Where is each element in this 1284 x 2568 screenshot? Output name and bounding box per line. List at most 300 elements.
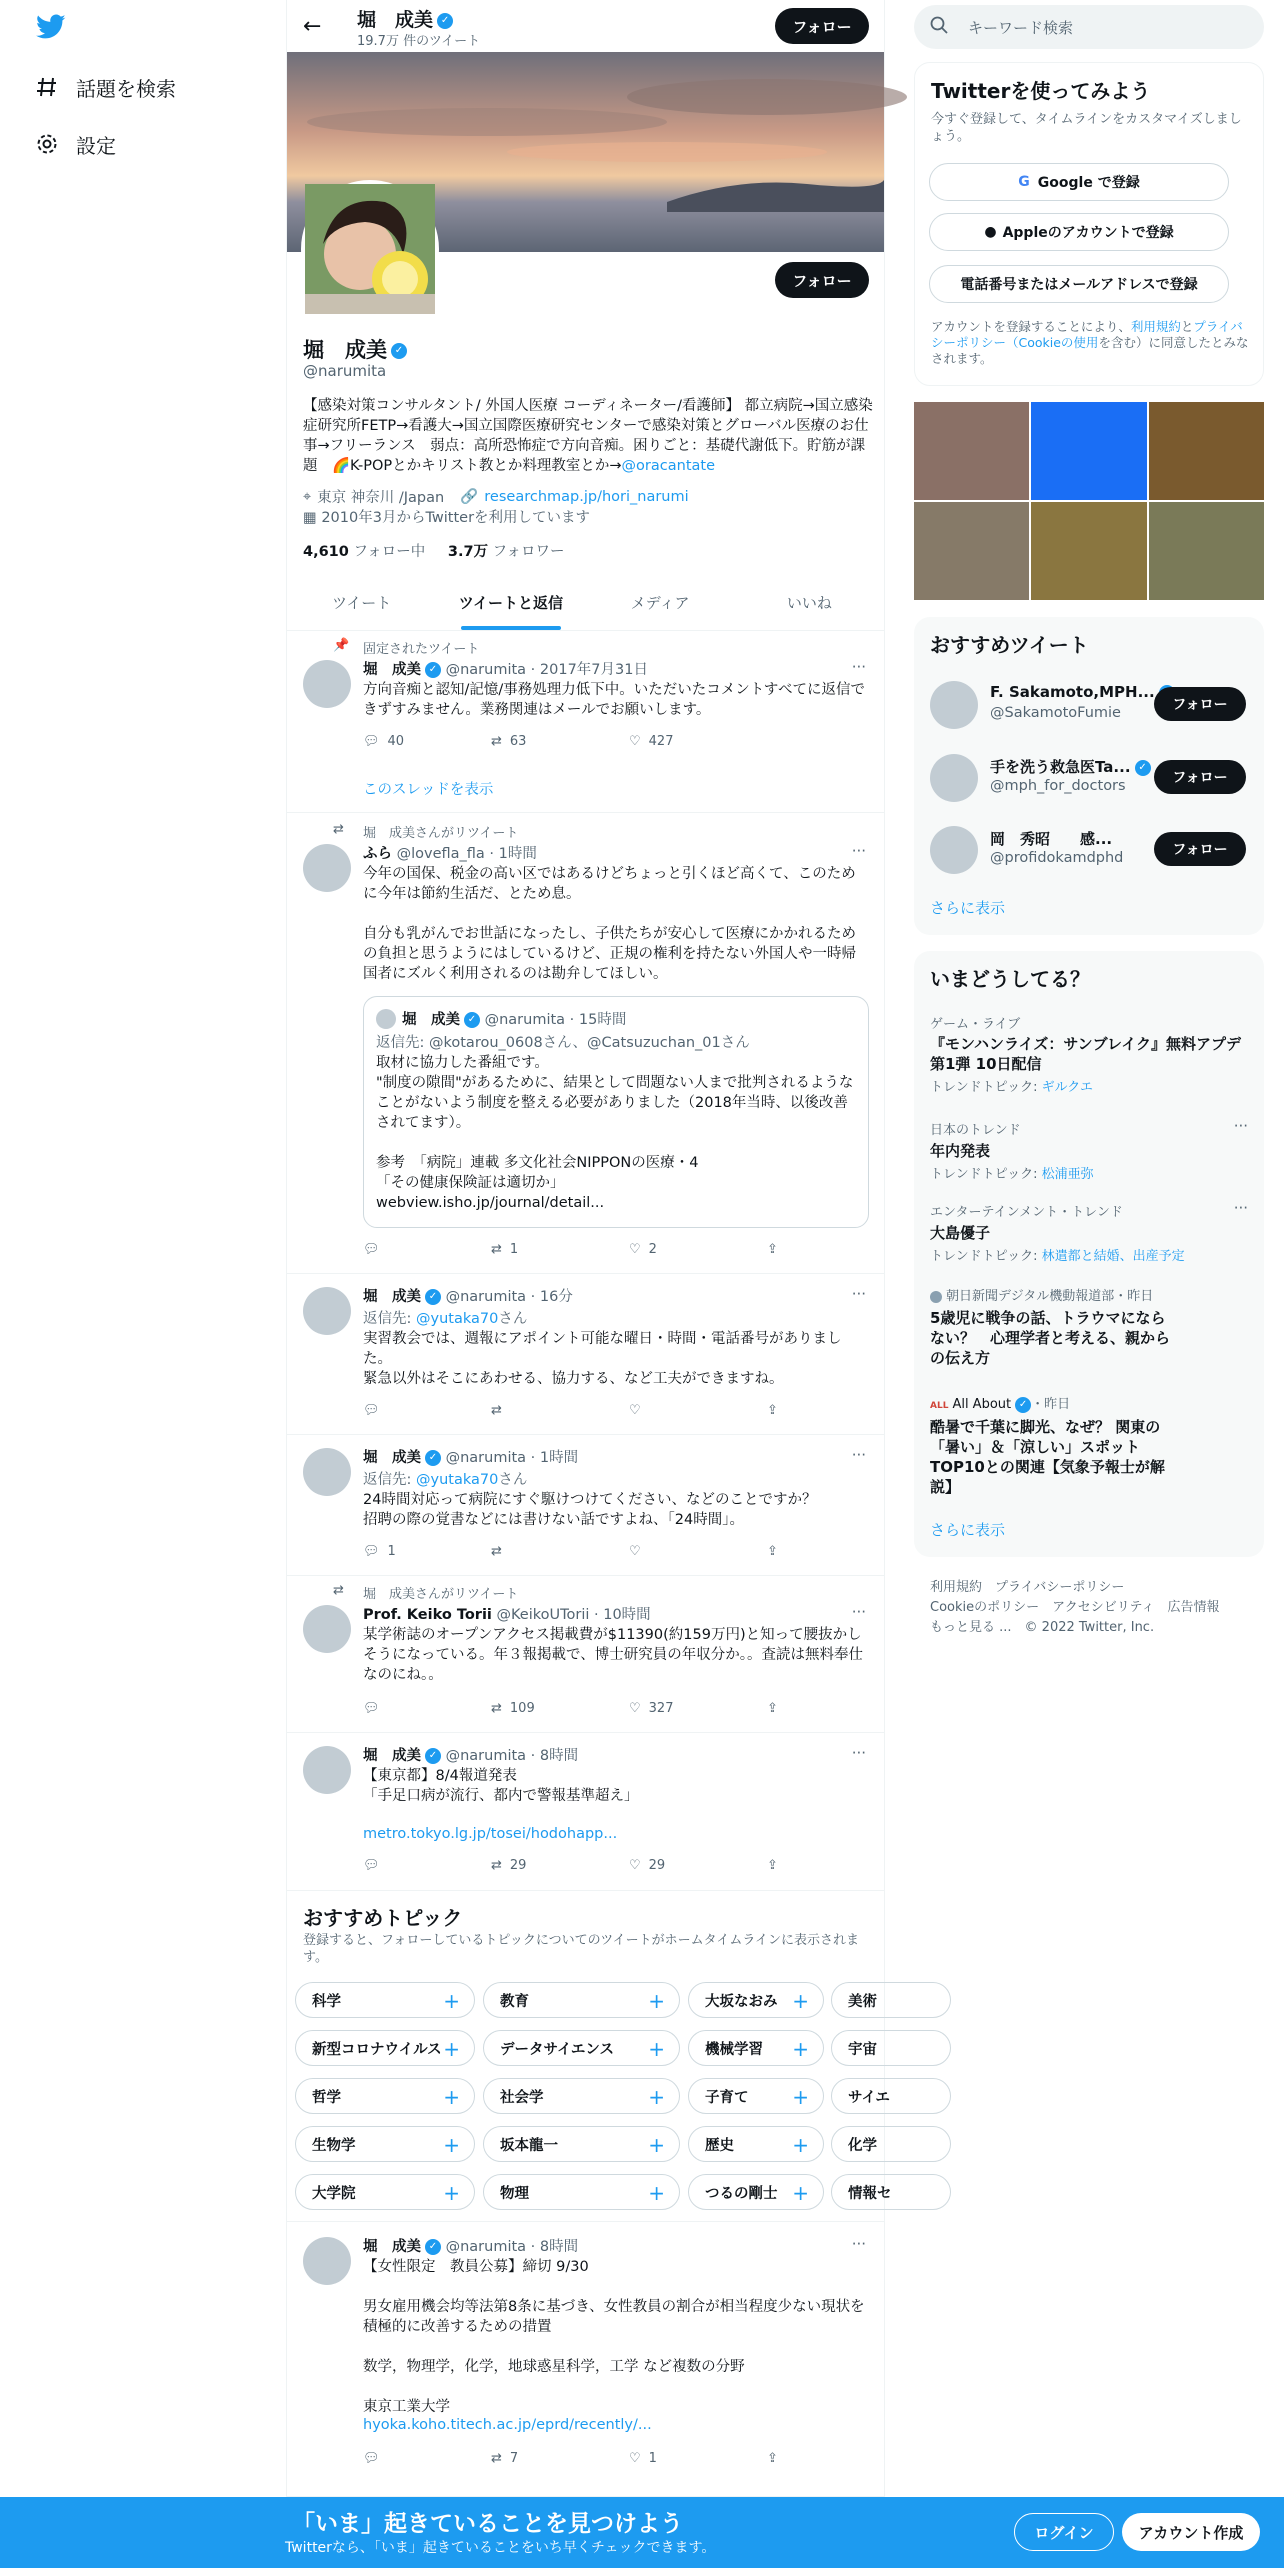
plus-icon: + xyxy=(648,2085,665,2109)
apple-signup-button[interactable] xyxy=(929,213,1229,251)
signup-terms xyxy=(931,319,1251,367)
calendar-icon: ▦ xyxy=(303,510,322,526)
media-thumb[interactable] xyxy=(1149,402,1264,500)
topic-chip[interactable] xyxy=(688,2126,824,2162)
user-handle: @profidokamdphd xyxy=(990,850,1124,866)
share-button[interactable] xyxy=(767,1701,778,1716)
more-options-icon[interactable]: ··· xyxy=(1233,1117,1248,1135)
signup-title: Twitterを使ってみよう xyxy=(931,79,1151,103)
privacy-link[interactable]: プライバシーポリシー（Cookieの使用 xyxy=(931,319,1243,350)
tweet-header: ふら @lovefla_fla · 1時間 xyxy=(363,846,537,862)
retweet-button[interactable] xyxy=(491,1701,535,1716)
signup-card xyxy=(914,62,1264,386)
retweet-count: 29 xyxy=(509,1858,527,1873)
user-handle: @mph_for_doctors xyxy=(990,778,1126,794)
reply-to-handle[interactable]: @yutaka70 xyxy=(416,1311,499,1327)
like-button[interactable] xyxy=(629,1701,673,1716)
header-tweet-count: 19.7万 件のツイート xyxy=(357,34,481,49)
following-link[interactable] xyxy=(303,544,425,560)
avatar[interactable] xyxy=(303,1605,351,1653)
avatar[interactable] xyxy=(303,844,351,892)
reply-icon: 💬︎ xyxy=(363,734,380,749)
tweet-time[interactable]: 8時間 xyxy=(539,1748,579,1764)
tab-tweets[interactable]: ツイート xyxy=(331,594,392,612)
topic-chip-label: 教育 xyxy=(500,1993,529,2010)
tweet-author-name[interactable]: 堀 成美 xyxy=(363,1450,421,1466)
reply-icon: 💬︎ xyxy=(363,1544,380,1559)
reply-button[interactable] xyxy=(363,734,404,749)
trend-topic xyxy=(930,1076,1250,1095)
avatar[interactable] xyxy=(303,660,351,708)
footer xyxy=(930,1578,1260,1638)
plus-icon: + xyxy=(792,2133,809,2157)
topic-chip[interactable] xyxy=(483,2078,680,2114)
tweet-link[interactable]: hyoka.koho.titech.ac.jp/eprd/recently/... xyxy=(363,2417,652,2433)
tweet-context: 固定されたツイート xyxy=(363,642,480,657)
profile-header-bar xyxy=(287,0,884,52)
retweet-button[interactable] xyxy=(491,734,526,749)
like-button[interactable] xyxy=(629,734,673,749)
retweet-button[interactable] xyxy=(491,1858,526,1873)
heart-icon: ♡ xyxy=(629,1544,641,1559)
google-signup-button[interactable] xyxy=(929,163,1229,201)
recommended-topics xyxy=(287,1892,892,2222)
recommended-user[interactable] xyxy=(914,748,1264,808)
source-avatar xyxy=(930,1291,942,1303)
trend-source-label: All About xyxy=(952,1397,1012,1412)
profile-name: 堀 成美 xyxy=(303,338,387,362)
tweet-link[interactable]: metro.tokyo.lg.jp/tosei/hodohapp... xyxy=(363,1826,618,1842)
recommended-user[interactable] xyxy=(914,820,1264,880)
more-options-icon[interactable]: ··· xyxy=(851,1603,866,1621)
profile-follow-button[interactable]: フォロー xyxy=(775,262,869,298)
more-options-icon[interactable]: ··· xyxy=(1233,1199,1248,1217)
retweet-button[interactable] xyxy=(491,1403,502,1418)
footer-row-2 xyxy=(930,1598,1260,1618)
back-arrow-icon[interactable]: ← xyxy=(303,14,322,39)
retweet-icon: ⇄ xyxy=(491,1544,502,1559)
follow-button[interactable]: フォロー xyxy=(1154,687,1246,721)
media-thumb[interactable] xyxy=(914,502,1029,600)
tweet[interactable] xyxy=(287,1275,884,1435)
reply-to-prefix: 返信先: xyxy=(363,1311,416,1327)
avatar[interactable] xyxy=(303,1287,351,1335)
nav-explore[interactable] xyxy=(32,65,176,109)
tweet-author-name[interactable]: 堀 成美 xyxy=(363,2239,421,2255)
verified-badge-icon: ✓ xyxy=(391,343,407,359)
profile-location: 東京 神奈川 /Japan xyxy=(317,490,445,506)
trend-topic-label: トレンドトピック: xyxy=(930,1080,1042,1095)
show-thread-link[interactable]: このスレッドを表示 xyxy=(363,782,494,798)
media-grid xyxy=(914,402,1264,600)
nav-settings[interactable] xyxy=(32,122,116,166)
tweet-time[interactable]: 16分 xyxy=(539,1289,573,1305)
profile-tabs xyxy=(287,575,884,631)
more-options-icon[interactable]: ··· xyxy=(851,2235,866,2253)
user-name-row xyxy=(990,756,1151,777)
tweet-header: 堀 成美 ✓ @narumita · 1時間 xyxy=(363,1450,579,1466)
share-button[interactable] xyxy=(767,1858,778,1873)
like-count: 2 xyxy=(648,1242,657,1257)
trend-item[interactable] xyxy=(930,1013,1250,1095)
followers-link[interactable] xyxy=(448,544,565,560)
tweet-author-name[interactable]: 堀 成美 xyxy=(363,1289,421,1305)
trend-source xyxy=(930,1393,1170,1413)
quote-handle: @narumita xyxy=(484,1012,566,1028)
footer-copyright: © 2022 Twitter, Inc. xyxy=(1024,1620,1155,1635)
reply-to-handle[interactable]: @yutaka70 xyxy=(416,1472,499,1488)
tweet-text: 実習教会では、週報にアポイント可能な曜日・時間・電話番号がありました。 緊急以外はそこにあわせる、協力する、など工夫ができますね。 xyxy=(363,1331,842,1387)
retweet-count: 109 xyxy=(509,1701,535,1716)
topic-chip-label: 科学 xyxy=(312,1993,341,2010)
share-button[interactable] xyxy=(767,1242,778,1257)
tweet-actions xyxy=(363,1544,793,1564)
media-thumb[interactable] xyxy=(1149,502,1264,600)
header-name: 堀 成美 xyxy=(357,9,434,31)
trend-topic-label: トレンドトピック: xyxy=(930,1167,1042,1182)
twitter-logo-icon[interactable] xyxy=(36,14,66,40)
topic-chip-label: 宇宙 xyxy=(848,2041,877,2058)
tweet-author-name[interactable]: 堀 成美 xyxy=(363,662,421,678)
tweet-handle[interactable]: @narumita xyxy=(445,1450,527,1466)
terms-suffix: を含む）に同意したとみなされます。 xyxy=(931,335,1249,366)
plus-icon: + xyxy=(648,2133,665,2157)
user-name: 手を洗う救急医Ta... xyxy=(990,758,1131,776)
tweet-actions xyxy=(363,734,793,754)
tweet-time[interactable]: 2017年7月31日 xyxy=(539,662,648,678)
followers-count: 3.7万 xyxy=(447,544,489,560)
retweet-icon: ⇄ xyxy=(491,2451,502,2466)
footer-link[interactable]: 利用規約 xyxy=(930,1580,983,1595)
user-name: F. Sakamoto,MPH... xyxy=(990,683,1155,701)
topic-chip-label: 化学 xyxy=(848,2137,877,2154)
profile-bio xyxy=(303,396,873,476)
reply-button[interactable] xyxy=(363,2451,380,2466)
trend-source-time: ・昨日 xyxy=(1031,1397,1071,1412)
topics-subtitle: 登録すると、フォローしているトピックについてのツイートがホームタイムラインに表示されます。 xyxy=(303,1933,860,1965)
topic-chip-label: 物理 xyxy=(500,2185,529,2202)
tab-media[interactable]: メディア xyxy=(630,594,690,612)
topic-chip[interactable] xyxy=(688,2078,824,2114)
heart-icon: ♡ xyxy=(629,1858,641,1873)
heart-icon: ♡ xyxy=(629,1242,641,1257)
verified-badge-icon: ✓ xyxy=(464,1012,480,1028)
retweet-button[interactable] xyxy=(491,1544,502,1559)
tweet-author-name[interactable]: Prof. Keiko Torii xyxy=(363,1607,492,1623)
tweet-handle[interactable]: @KeikoUTorii xyxy=(496,1607,590,1623)
reply-button[interactable] xyxy=(363,1544,396,1559)
avatar xyxy=(376,1009,396,1029)
reply-button[interactable] xyxy=(363,1403,380,1418)
more-options-icon[interactable]: ··· xyxy=(851,1446,866,1464)
tweet-text: 今年の国保、税金の高い区ではあるけどちょっと引くほど高くて、このために今年は節約生活だ、とため息。 自分も乳がんでお世話になったし、子供たちが安心して医療にかかれるための負担と思うようにはしているけど、正規の権利を持たない外国人や一時帰国者にズルく利用されるのは勘弁してほしい。 xyxy=(363,866,856,982)
tweet-context: 堀 成美さんがリツイート xyxy=(363,1587,519,1602)
tweet-handle[interactable]: @narumita xyxy=(445,2239,527,2255)
plus-icon: + xyxy=(443,2181,460,2205)
heart-icon: ♡ xyxy=(629,734,641,749)
nav-explore-label: 話題を検索 xyxy=(76,76,176,101)
followers-label: フォロワー xyxy=(492,544,565,560)
avatar[interactable] xyxy=(303,1746,351,1794)
profile-avatar[interactable] xyxy=(301,180,439,318)
trend-title: 年内発表 xyxy=(930,1142,991,1160)
tweet[interactable] xyxy=(287,814,884,1274)
hashtag-icon xyxy=(32,72,62,102)
plus-icon: + xyxy=(792,1989,809,2013)
avatar[interactable] xyxy=(930,681,978,729)
trend-item[interactable] xyxy=(930,1285,1170,1368)
like-count: 427 xyxy=(648,734,674,749)
share-icon: ⇪ xyxy=(767,1403,778,1418)
topic-chip-label: 機械学習 xyxy=(705,2041,763,2058)
footer-row-1 xyxy=(930,1578,1260,1598)
tweet[interactable] xyxy=(287,2223,884,2497)
retweet-button[interactable] xyxy=(491,2451,518,2466)
verified-badge-icon: ✓ xyxy=(1015,1397,1031,1413)
plus-icon: + xyxy=(792,2085,809,2109)
share-button[interactable] xyxy=(767,1544,778,1559)
retweet-count: 63 xyxy=(509,734,527,749)
verified-badge-icon: ✓ xyxy=(425,1748,441,1764)
trend-item[interactable] xyxy=(930,1201,1250,1264)
verified-badge-icon: ✓ xyxy=(1135,760,1151,776)
tweet-author-name[interactable]: 堀 成美 xyxy=(363,1748,421,1764)
recommended-user[interactable] xyxy=(914,675,1264,735)
verified-badge-icon: ✓ xyxy=(425,2239,441,2255)
tweet-text: 某学術誌のオープンアクセス掲載費が$11390(約159万円)と知って腰抜かしそうになっている。年３報掲載で、博士研究員の年収分か。。査読は無料奉仕なのにね。。 xyxy=(363,1627,863,1683)
avatar[interactable] xyxy=(303,1448,351,1496)
media-thumb[interactable] xyxy=(1031,402,1146,500)
avatar[interactable] xyxy=(930,826,978,874)
share-icon: ⇪ xyxy=(767,1701,778,1716)
tweet-header: 堀 成美 ✓ @narumita · 2017年7月31日 xyxy=(363,662,648,678)
location-icon: ⌖ xyxy=(303,488,312,505)
share-icon: ⇪ xyxy=(767,2451,778,2466)
search-box[interactable] xyxy=(914,5,1264,49)
follow-button[interactable]: フォロー xyxy=(1154,760,1246,794)
allabout-logo-icon: ALL xyxy=(930,1401,949,1411)
tweet-time[interactable]: 1時間 xyxy=(498,846,537,862)
trend-topic-link[interactable]: 林遣都と結婚、出産予定 xyxy=(1041,1249,1185,1264)
topic-chip-label: つるの剛士 xyxy=(705,2185,778,2202)
more-options-icon[interactable]: ··· xyxy=(851,658,866,676)
plus-icon: + xyxy=(792,2181,809,2205)
tweet[interactable] xyxy=(287,632,884,813)
tweet-actions xyxy=(363,1858,793,1878)
tweet[interactable] xyxy=(287,1577,884,1733)
reply-icon: 💬︎ xyxy=(363,1701,380,1716)
terms-link[interactable]: 利用規約 xyxy=(1130,319,1181,334)
topic-chip[interactable] xyxy=(295,2030,475,2066)
reply-count: 40 xyxy=(387,734,405,749)
retweet-count: 7 xyxy=(509,2451,519,2466)
topic-chip-label: データサイエンス xyxy=(500,2041,614,2058)
trend-topic xyxy=(930,1245,1250,1264)
more-options-icon[interactable]: ··· xyxy=(851,842,866,860)
topic-chip-label: 大学院 xyxy=(312,2185,356,2202)
tweet-handle[interactable]: @narumita xyxy=(445,662,527,678)
trend-topic-link[interactable]: ギルクエ xyxy=(1041,1080,1094,1095)
profile-meta xyxy=(303,486,689,507)
tweet-handle[interactable]: @narumita xyxy=(445,1748,527,1764)
trends-more-link[interactable]: さらに表示 xyxy=(930,1521,1006,1539)
login-button[interactable]: ログイン xyxy=(1014,2513,1114,2551)
profile-joined-row xyxy=(303,506,590,527)
plus-icon: + xyxy=(792,2037,809,2061)
footer-link[interactable]: プライバシーポリシー xyxy=(995,1580,1125,1595)
topic-chip[interactable] xyxy=(688,2030,824,2066)
trend-item[interactable] xyxy=(930,1393,1170,1497)
retweet-button[interactable] xyxy=(491,1242,518,1257)
tweet-handle[interactable]: @lovefla_fla xyxy=(396,846,485,862)
tweet-header: 堀 成美 ✓ @narumita · 8時間 xyxy=(363,1748,579,1764)
topic-chip-label: 新型コロナウイルス xyxy=(312,2041,442,2058)
following-count: 4,610 xyxy=(303,544,349,560)
tweet-actions xyxy=(363,2451,793,2471)
topic-chip[interactable] xyxy=(688,2174,824,2210)
plus-icon: + xyxy=(648,2181,665,2205)
topic-chip-label: 子育て xyxy=(705,2089,749,2106)
more-options-icon[interactable]: ··· xyxy=(851,1744,866,1762)
share-button[interactable] xyxy=(767,2451,778,2466)
topic-chip[interactable] xyxy=(483,2030,680,2066)
reply-to-suffix: さん xyxy=(498,1472,528,1488)
heart-icon: ♡ xyxy=(629,1403,641,1418)
topic-chip-label: 坂本龍一 xyxy=(500,2137,558,2154)
trend-title: 『モンハンライズ：サンブレイク』無料アプデ第1弾 10日配信 xyxy=(930,1035,1241,1073)
terms-prefix: アカウントを登録することにより、 xyxy=(931,319,1131,334)
apple-icon: ● xyxy=(984,224,997,240)
tweet-actions xyxy=(363,1701,793,1721)
tweet-time[interactable]: 10時間 xyxy=(603,1607,651,1623)
share-icon: ⇪ xyxy=(767,1242,778,1257)
phone-signup-button[interactable]: 電話番号またはメールアドレスで登録 xyxy=(929,265,1229,303)
retweet-icon: ⇄ xyxy=(491,1242,502,1257)
trend-category: エンターテインメント・トレンド xyxy=(930,1205,1123,1220)
apple-signup-label: Appleのアカウントで登録 xyxy=(1002,225,1174,241)
like-button[interactable] xyxy=(629,2451,657,2466)
plus-icon: + xyxy=(443,2037,460,2061)
topic-chip[interactable] xyxy=(688,1982,824,2018)
topic-chip-label: 大坂なおみ xyxy=(705,1993,778,2010)
reply-button[interactable] xyxy=(363,1242,388,1257)
tweet[interactable] xyxy=(287,1734,884,1891)
signup-button[interactable]: アカウント作成 xyxy=(1122,2513,1260,2551)
header-name-row xyxy=(357,5,453,32)
quoted-tweet[interactable] xyxy=(363,996,869,1228)
recommend-more-link[interactable]: さらに表示 xyxy=(930,899,1006,917)
retweet-icon: ⇄ xyxy=(491,1858,502,1873)
reply-icon: 💬︎ xyxy=(363,1858,380,1873)
profile-url[interactable]: researchmap.jp/hori_narumi xyxy=(484,488,689,505)
topic-chip-label: 情報セ xyxy=(848,2185,892,2202)
trends-title: いまどうしてる？ xyxy=(930,967,1090,991)
search-input[interactable]: キーワード検索 xyxy=(968,18,1074,37)
tweet-text: 【女性限定 教員公募】締切 9/30 男女雇用機会均等法第8条に基づき、女性教員の割合が相当程度少ない現状を積極的に改善するための措置 数学，物理学，化学，地球惑星科学，工学 など複数の分野 東京工業大学 xyxy=(363,2259,865,2415)
left-sidebar xyxy=(0,0,286,2568)
tweet[interactable] xyxy=(287,1436,884,1576)
signup-desc: 今すぐ登録して、タイムラインをカスタマイズしましょう。 xyxy=(931,112,1242,144)
quote-header: 堀 成美 ✓ @narumita · 15時間 xyxy=(402,1012,627,1028)
tab-tweets-and-replies[interactable]: ツイートと返信 xyxy=(436,575,585,630)
like-button[interactable] xyxy=(629,1544,641,1559)
reply-button[interactable] xyxy=(363,1701,380,1716)
profile-handle: @narumita xyxy=(303,362,387,380)
footer-row-3 xyxy=(930,1618,1260,1638)
gear-icon xyxy=(32,129,62,159)
topic-chip-label: 歴史 xyxy=(705,2137,734,2154)
topic-chip[interactable] xyxy=(483,2174,680,2210)
footer-link[interactable]: アクセシビリティ xyxy=(1052,1600,1155,1615)
avatar[interactable] xyxy=(303,2237,351,2285)
topic-chip[interactable] xyxy=(483,1982,680,2018)
cta-subtitle: Twitterなら、「いま」起きていることをいち早くチェックできます。 xyxy=(285,2540,716,2556)
tweet-time[interactable]: 1時間 xyxy=(539,1450,579,1466)
cta-title: 「いま」起きていることを見つけよう xyxy=(292,2511,683,2537)
retweet-icon: ⇄ xyxy=(333,1583,344,1598)
tweet-time[interactable]: 8時間 xyxy=(539,2239,579,2255)
topic-chip[interactable] xyxy=(295,2126,475,2162)
link-icon: 🔗 xyxy=(460,489,479,505)
topic-chip-label: 社会学 xyxy=(500,2089,544,2106)
tweet-header: 堀 成美 ✓ @narumita · 16分 xyxy=(363,1289,573,1305)
tweet-author-name[interactable]: ふら xyxy=(363,846,392,862)
reply-count: 1 xyxy=(387,1544,396,1559)
quote-reply-to: 返信先: @kotarou_0608さん、@Catsuzuchan_01さん xyxy=(376,1035,750,1051)
footer-link[interactable]: 広告情報 xyxy=(1167,1600,1220,1615)
share-button[interactable] xyxy=(767,1403,778,1418)
more-options-icon[interactable]: ··· xyxy=(851,1285,866,1303)
avatar[interactable] xyxy=(930,754,978,802)
topic-chip-label: 哲学 xyxy=(312,2089,341,2106)
footer-more-link[interactable]: もっと見る ... xyxy=(930,1620,1012,1635)
topic-chip[interactable] xyxy=(483,2126,680,2162)
google-signup-label: Google で登録 xyxy=(1037,175,1140,191)
topic-chip[interactable] xyxy=(295,2174,475,2210)
header-follow-button[interactable]: フォロー xyxy=(775,8,869,44)
trend-category: ゲーム・ライブ xyxy=(930,1017,1021,1032)
retweet-icon: ⇄ xyxy=(491,734,502,749)
topic-chip[interactable] xyxy=(295,1982,475,2018)
topic-chip[interactable] xyxy=(295,2078,475,2114)
search-icon xyxy=(930,16,950,38)
user-name: 岡 秀昭 感... xyxy=(990,830,1113,848)
follow-button[interactable]: フォロー xyxy=(1154,832,1246,866)
quote-text: 取材に協力した番組です。 "制度の隙間"があるために、結果として問題ない人まで批判されるようなことがないよう制度を整える必要がありました（2018年当時、以後改善されてます）。 参考 「病院」連載 多文化社会NIPPONの医療・4 「その健康保険証は適切か」 webview.isho.jp/journal/detail... xyxy=(376,1055,854,1211)
nav-settings-label: 設定 xyxy=(76,133,116,158)
like-button[interactable] xyxy=(629,1242,657,1257)
bio-link[interactable]: @oracantate xyxy=(621,458,715,474)
media-thumb[interactable] xyxy=(914,402,1029,500)
like-button[interactable] xyxy=(629,1858,665,1873)
tweet-handle[interactable]: @narumita xyxy=(445,1289,527,1305)
main-column xyxy=(286,0,892,2568)
trend-item[interactable] xyxy=(930,1119,1250,1182)
reply-to xyxy=(363,1468,527,1489)
quote-author-name: 堀 成美 xyxy=(402,1012,460,1028)
recommend-title: おすすめツイート xyxy=(930,633,1089,657)
reply-to-suffix: さん xyxy=(498,1311,528,1327)
like-button[interactable] xyxy=(629,1403,641,1418)
user-name-row xyxy=(990,828,1112,849)
footer-link[interactable]: Cookieのポリシー xyxy=(930,1600,1040,1615)
trend-topic-link[interactable]: 松浦亜弥 xyxy=(1041,1167,1094,1182)
right-sidebar xyxy=(885,0,1284,2568)
reply-button[interactable] xyxy=(363,1858,380,1873)
media-thumb[interactable] xyxy=(1031,502,1146,600)
tab-likes[interactable]: いいね xyxy=(786,594,832,612)
topic-chip-label: 美術 xyxy=(848,1993,877,2010)
